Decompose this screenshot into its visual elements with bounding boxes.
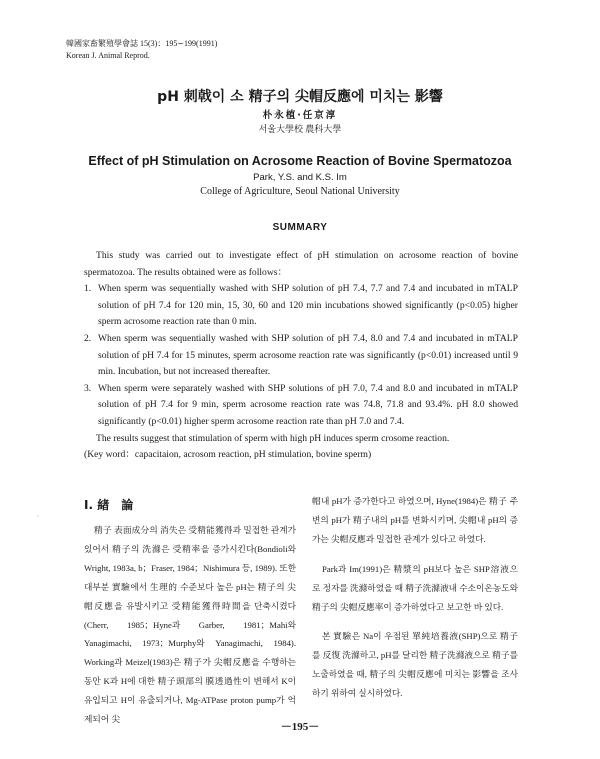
section-heading-introduction: Ⅰ. 緖 論 — [84, 498, 134, 512]
summary-conclusion: The results suggest that stimulation of sperm with high pH induces sperm crosome reaction. — [96, 432, 450, 444]
intro-paragraph: 본 實驗은 Na이 우점된 單純培養液(SHP)으로 精子를 反復 洗滌하고, pH를 달리한 精子洗滌液으로 精子를 노출하였을 때, 精子의 尖帽反應에 미치는 影響을 조사하기 위하여 실시하였다. — [312, 631, 518, 699]
intro-paragraph: 精子 表面成分의 消失은 受精能獲得과 밀접한 관계가 있어서 精子의 洗滌은 受精率을 증가시킨다(Bondioli와 Wright, 1983a, b；Fraser, 1984；Nishimura 등, 1989). 또한 대부분 實驗에서 生理的 수준보다 높은 pH는 精子의 尖帽反應을 유발시키고 受精能獲得時間을 단축시켰다(Cherr, 1985；Hyne과 Garber, 1981；Mahi와 Yanagimachi, 1973；Murphy와 Yanagimachi, 1984). Working과 Meizel(1983)은 精子가 尖帽反應을 수행하는 동안 K과 H에 대한 精子頭部의 膜透過性이 변해서 K이 유입되고 H이 유출되거나, Mg-ATPase proton pump가 억제되어 尖 — [84, 525, 296, 725]
summary-intro: This study was carried out to investigate effect of pH stimulation on acrosome reaction of bovine spermatozoa. The results obtained were as follows： — [84, 250, 518, 278]
summary-item — [84, 331, 518, 381]
summary-item-number: 1. — [84, 283, 92, 295]
right-column — [312, 492, 518, 703]
english-title: Effect of pH Stimulation on Acrosome Reaction of Bovine Spermatozoa — [88, 154, 512, 168]
intro-paragraph: Park과 Im(1991)은 精漿의 pH보다 높은 SHP溶液으로 정자를 洗滌하였을 때 精子洗滌液내 수소이온농도와 精子의 尖帽反應率이 증가하였다고 보고한 바 있다. — [312, 563, 518, 612]
summary-item-text: When sperm were separately washed with SHP solutions of pH 7.0, 7.4 and 8.0 and incubated in mTALP solution of pH 7.4 for 9 min, sperm acrosome reaction rate was 74.8, 71.8 and 93.4%. pH 8.0 showed significantly (p<0.01) higher sperm acrosome reaction rate than pH 7.0 and 7.4. — [98, 382, 518, 427]
summary-heading: SUMMARY — [272, 222, 328, 233]
english-affiliation: College of Agriculture, Seoul National University — [200, 186, 400, 197]
scan-speck: ˎ — [37, 511, 39, 517]
summary-item-number: 3. — [84, 382, 92, 394]
english-authors: Park, Y.S. and K.S. Im — [253, 172, 347, 183]
keywords: (Key word：capacitaion, acrosom reaction, pH stimulation, bovine sperm) — [84, 449, 372, 461]
korean-title: pH 刺戟이 소 精子의 尖帽反應에 미치는 影響 — [157, 89, 443, 105]
summary-item-number: 2. — [84, 332, 92, 344]
korean-affiliation: 서울大學校 農科大學 — [258, 124, 342, 134]
journal-citation-english: Korean J. Animal Reprod. — [66, 51, 150, 60]
summary-item — [84, 281, 518, 331]
summary-item-text: When sperm was sequentially washed with SHP solution of pH 7.4, 8.0 and 7.4 and incubated in mTALP solution of pH 7.4 for 15 minutes, sperm acrosome reaction rate was significantly (p<0.01) increased until 9 min. Incubation, but not increased thereafter. — [98, 332, 518, 378]
korean-authors: 朴永植·任京淳 — [262, 110, 338, 121]
left-column — [84, 521, 296, 729]
summary-body — [84, 248, 518, 464]
summary-item-text: When sperm was sequentially washed with SHP solution of pH 7.4, 7.7 and 7.4 and incubated in mTALP solution of pH 7.4 for 120 min, 15, 30, 60 and 120 min incubations showed significantly (p<0.05) higher sperm acrosome reaction rate than 0 min. — [98, 283, 518, 328]
intro-paragraph: 帽내 pH가 증가한다고 하였으며, Hyne(1984)은 精子 주변의 pH가 精子내의 pH를 변화시키며, 尖帽내 pH의 증가는 尖帽反應과 밀접한 관계가 있다고 하였다. — [312, 496, 518, 544]
journal-citation-korean: 韓國家畜繁殖學會誌 15(3)：195∼199(1991) — [66, 39, 218, 48]
page-number: －195－ — [280, 721, 320, 733]
journal-citation — [66, 38, 217, 62]
summary-item — [84, 381, 518, 431]
